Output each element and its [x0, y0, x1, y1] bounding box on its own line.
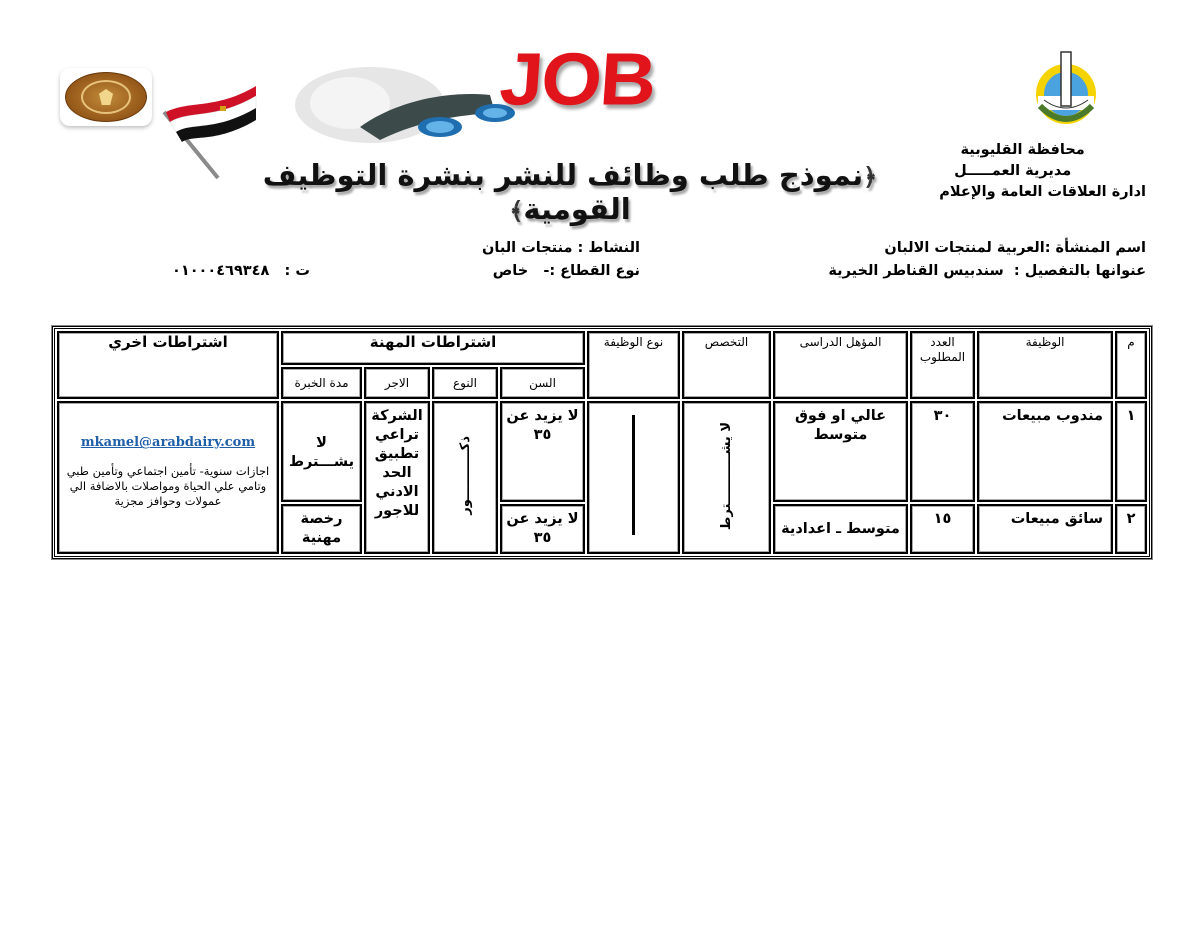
row-index: ١	[1115, 401, 1147, 501]
table-row	[57, 401, 1147, 501]
eagle-icon	[99, 89, 113, 105]
title-ornament-right: ﴿	[863, 163, 878, 191]
row-count: ٣٠	[910, 401, 975, 501]
row-specialization	[682, 401, 771, 554]
row-age: لا يزيد عن ٣٥	[500, 504, 585, 554]
establishment-name: اسم المنشأة :العربية لمنتجات الالبان	[884, 240, 1146, 256]
header-profession-requirements: اشتراطات المهنة	[281, 331, 585, 365]
row-job: مندوب مبيعات	[977, 401, 1113, 501]
establishment-phone: ت : ٠١٠٠٠٤٦٩٣٤٨	[172, 263, 310, 279]
job-type-empty-line	[632, 415, 635, 535]
form-title-text: نموذج طلب وظائف للنشر بنشرة التوظيف القومية	[262, 158, 864, 226]
establishment-sector: نوع القطاع :- خاص	[492, 263, 640, 279]
row-experience: رخصة مهنية	[281, 504, 362, 554]
table-header-row	[57, 331, 1147, 365]
header-qualification: المؤهل الدراسى	[773, 331, 908, 399]
directorate-name: مديرية العمـــــل	[954, 163, 1072, 179]
header-specialization: التخصص	[682, 331, 771, 399]
row-count: ١٥	[910, 504, 975, 554]
header-job-type: نوع الوظيفة	[587, 331, 680, 399]
gender-value: ذكـــــــــــور	[457, 436, 473, 516]
header-gender: النوع	[432, 367, 498, 399]
row-experience: لا يشـــترط	[281, 401, 362, 501]
row-qualification: متوسط ـ اعدادية	[773, 504, 908, 554]
row-job-type	[587, 401, 680, 554]
governorate-header	[939, 140, 1146, 203]
ministry-logo	[60, 68, 152, 126]
governorate-emblem-icon	[1030, 46, 1102, 132]
header-other-requirements: اشتراطات اخري	[57, 331, 279, 399]
form-title	[240, 158, 900, 226]
header-age: السن	[500, 367, 585, 399]
jobs-table	[52, 326, 1152, 559]
row-gender	[432, 401, 498, 554]
benefits-text: اجازات سنوية- تأمين اجتماعي وتأمين طبي وتامي علي الحياة ومواصلات بالاضافة الي عمولات وحوافز مجزية	[66, 464, 270, 509]
job-banner-text: JOB	[497, 37, 658, 121]
establishment-activity: النشاط : منتجات البان	[482, 240, 640, 256]
row-other-requirements	[57, 401, 279, 554]
header-index: م	[1115, 331, 1147, 399]
row-age: لا يزيد عن ٣٥	[500, 401, 585, 501]
title-ornament-left: ﴾	[509, 197, 524, 225]
header-count: العدد المطلوب	[910, 331, 975, 399]
header-job: الوظيفة	[977, 331, 1113, 399]
contact-email-link[interactable]: mkamel@arabdairy.com	[80, 435, 256, 451]
header-experience: مدة الخبرة	[281, 367, 362, 399]
row-qualification: عالي او فوق متوسط	[773, 401, 908, 501]
establishment-address: عنوانها بالتفصيل : سندبيس القناطر الخيرية	[828, 263, 1146, 279]
governorate-name: محافظة القليوبية	[960, 142, 1085, 158]
ministry-seal-icon	[65, 72, 147, 122]
department-name: ادارة العلاقات العامة والإعلام	[939, 184, 1146, 200]
specialization-value: لا يشـــــــــــترط	[719, 421, 734, 530]
row-job: سائق مبيعات	[977, 504, 1113, 554]
row-wage: الشركة تراعي تطبيق الحد الادني للاجور	[364, 401, 430, 554]
header-wage: الاجر	[364, 367, 430, 399]
row-index: ٢	[1115, 504, 1147, 554]
